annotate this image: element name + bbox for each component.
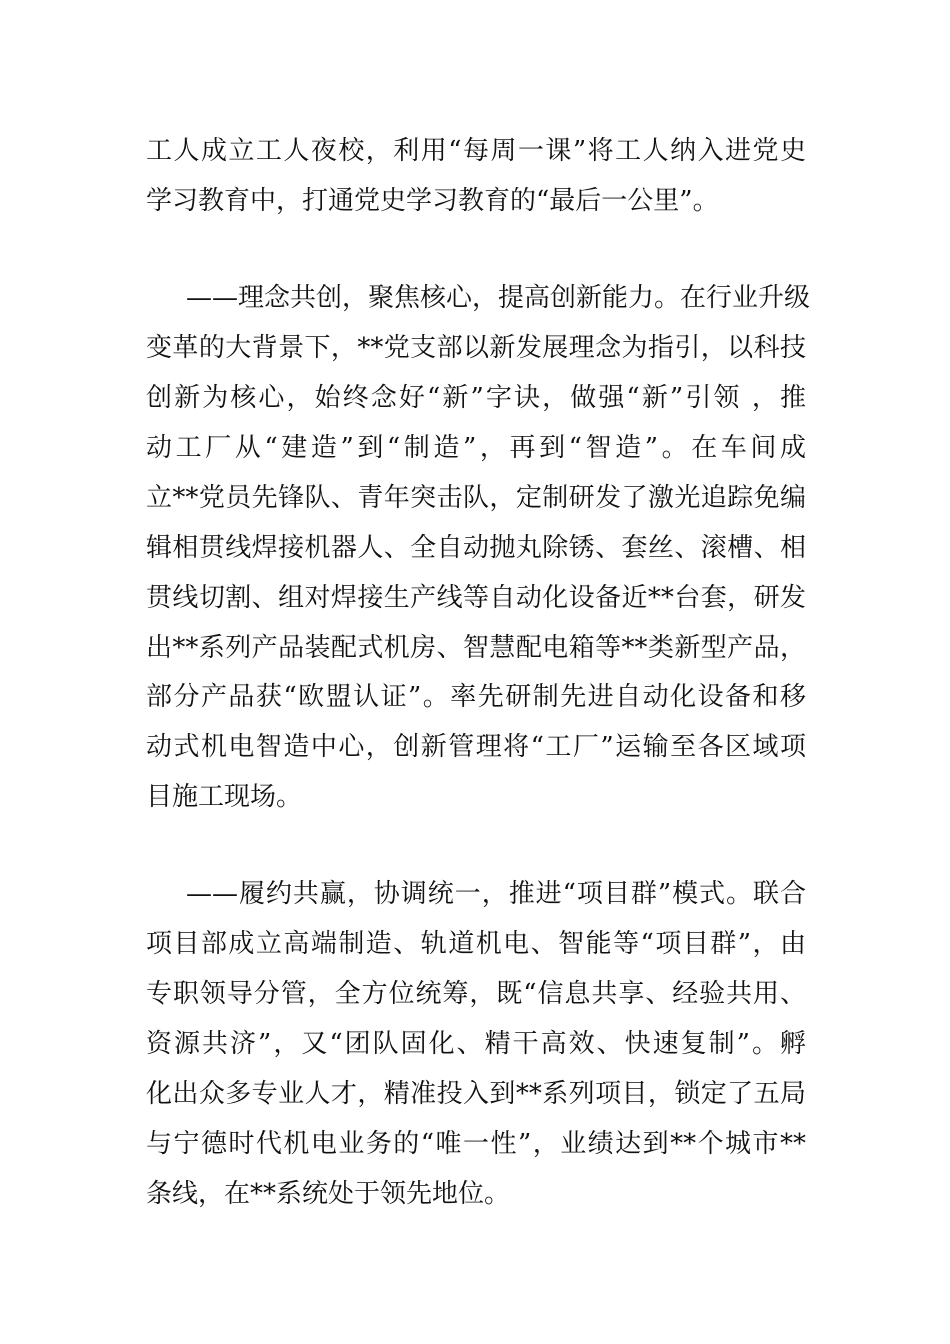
paragraph-3-line-4: 资源共济”，又“团队固化、精干高效、快速复制”。孵 [146,1029,806,1059]
paragraph-2-line-11: 目施工现场。 [146,782,303,812]
paragraph-3-line-2: 项目部成立高端制造、轨道机电、智能等“项目群”，由 [146,929,806,959]
paragraph-2-line-8: 出**系列产品装配式机房、智慧配电箱等**类新型产品， [146,633,806,663]
paragraph-2-line-1: ——理念共创，聚焦核心，提高创新能力。在行业升级 [186,283,811,313]
paragraph-2-line-6: 辑相贯线焊接机器人、全自动抛丸除锈、套丝、滚槽、相 [146,533,806,563]
paragraph-2-line-4: 动工厂从“建造”到“制造”，再到“智造”。在车间成 [146,433,806,463]
paragraph-3-line-3: 专职领导分管，全方位统筹，既“信息共享、经验共用、 [146,979,806,1009]
paragraph-2-line-10: 动式机电智造中心，创新管理将“工厂”运输至各区域项 [146,732,806,762]
paragraph-2-line-9: 部分产品获“欧盟认证”。率先研制先进自动化设备和移 [146,682,806,712]
paragraph-1-line-1: 工人成立工人夜校，利用“每周一课”将工人纳入进党史 [146,136,806,166]
paragraph-2-line-5: 立**党员先锋队、青年突击队，定制研发了激光追踪免编 [146,483,806,513]
paragraph-3-line-6: 与宁德时代机电业务的“唯一性”，业绩达到**个城市** [146,1129,806,1159]
paragraph-2-line-3: 创新为核心，始终念好“新”字诀，做强“新”引领 ，推 [146,383,806,413]
paragraph-2-line-7: 贯线切割、组对焊接生产线等自动化设备近**台套，研发 [146,583,806,613]
paragraph-3-line-5: 化出众多专业人才，精准投入到**系列项目，锁定了五局 [146,1079,806,1109]
paragraph-3-line-1: ——履约共赢，协调统一，推进“项目群”模式。联合 [186,879,806,909]
paragraph-1-line-2: 学习教育中，打通党史学习教育的“最后一公里”。 [146,186,719,216]
paragraph-3-line-7: 条线，在**系统处于领先地位。 [146,1179,511,1209]
paragraph-2-line-2: 变革的大背景下，**党支部以新发展理念为指引，以科技 [146,333,806,363]
